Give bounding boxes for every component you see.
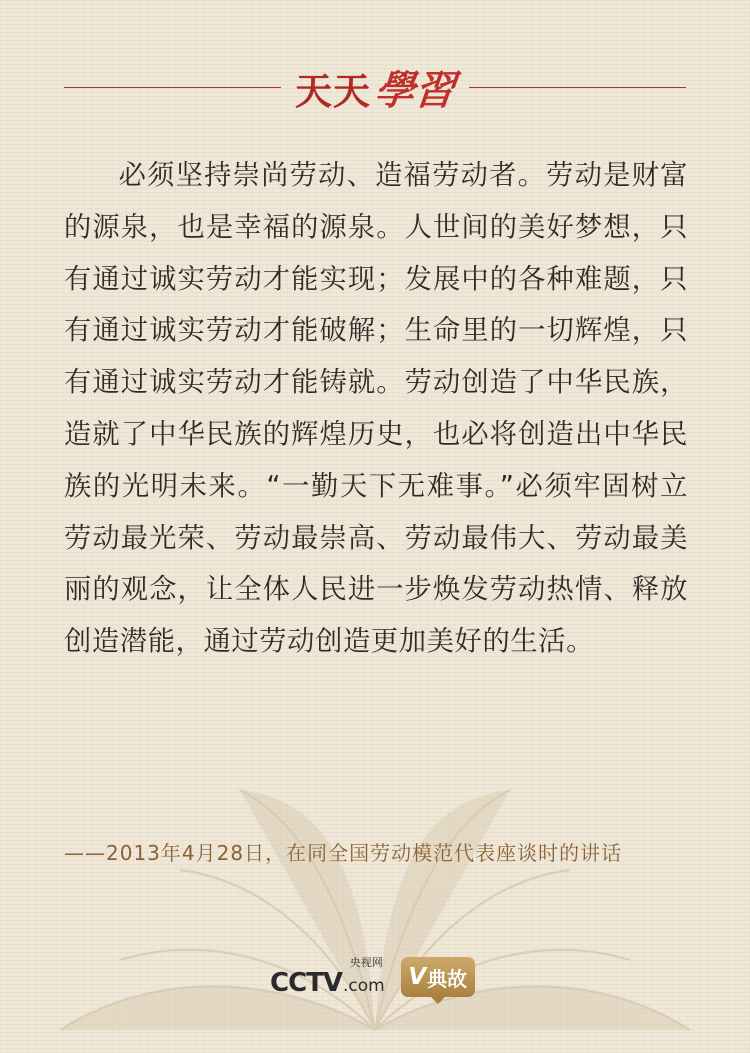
header-title bbox=[295, 59, 458, 116]
cctv-logo-domain: .com bbox=[343, 976, 385, 996]
quote-body: 必须坚持崇尚劳动、造福劳动者。劳动是财富的源泉，也是幸福的源泉。人世间的美好梦想，只有通过诚实劳动才能实现；发展中的各种难题，只有通过诚实劳动才能破解；生命里的一切辉煌，只有通过诚实劳动才能铸就。劳动创造了中华民族，造就了中华民族的辉煌历史，也必将创造出中华民族的光明未来。“一勤天下无难事。”必须牢固树立劳动最光荣、劳动最崇高、劳动最伟大、劳动最美丽的观念，让全体人民进一步焕发劳动热情、释放创造潜能，通过劳动创造更加美好的生活。 bbox=[64, 160, 688, 658]
title-tiantian: 天天 bbox=[295, 68, 371, 113]
page-header bbox=[64, 54, 686, 120]
cctv-logo-top-text: 央视网 bbox=[349, 956, 383, 969]
header-rule-right bbox=[469, 87, 686, 88]
footer-logos bbox=[270, 952, 475, 1002]
v-badge-letter: V bbox=[408, 964, 427, 990]
cctv-logo-main bbox=[270, 969, 385, 997]
quote-source: ——2013年4月28日，在同全国劳动模范代表座谈时的讲话 bbox=[64, 841, 623, 865]
title-xuexi: 學習 bbox=[372, 66, 458, 114]
cctv-logo bbox=[270, 957, 385, 997]
cctv-logo-word: CCTV bbox=[270, 968, 343, 998]
header-rule-left bbox=[64, 87, 281, 88]
v-diangu-badge bbox=[401, 957, 475, 997]
v-badge-label: 典故 bbox=[427, 966, 468, 991]
